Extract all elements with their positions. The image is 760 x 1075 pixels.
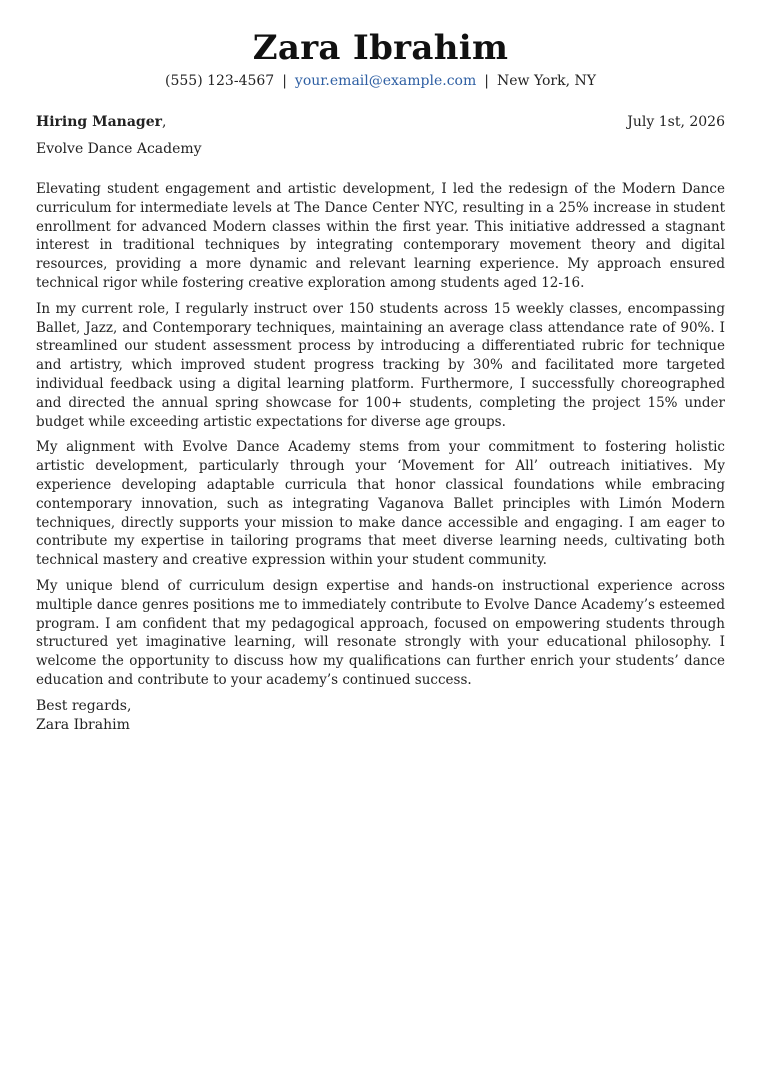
phone-number: (555) 123-4567: [165, 73, 275, 89]
recipient-name: Hiring Manager: [36, 114, 162, 130]
recipient-organization: Evolve Dance Academy: [36, 141, 202, 157]
recipient-salutation: [36, 113, 166, 131]
body-paragraph: Elevating student engagement and artistic development, I led the redesign of the Modern Dance curriculum for intermediate levels at The Dance Center NYC, resulting in a 25% increase in student enrollment for advanced Modern classes within the first year. This initiative addressed a stagnant interest in traditional techniques by integrating contemporary movement theory and digital resources, providing a more dynamic and relevant learning experience. My approach ensured technical rigor while fostering creative exploration among students aged 12-16.: [36, 181, 725, 291]
body-paragraph: My alignment with Evolve Dance Academy stems from your commitment to fostering holistic artistic development, particularly through your ‘Movement for All’ outreach initiatives. My experience developing adaptable curricula that honor classical foundations while embracing contemporary innovation, such as integrating Vaganova Ballet principles with Limón Modern techniques, directly supports your mission to make dance accessible and engaging. I am eager to contribute my expertise in tailoring programs that meet diverse learning needs, cultivating both technical mastery and creative expression within your student community.: [36, 439, 725, 569]
recipient-row: [36, 113, 725, 131]
contact-line: [36, 72, 725, 90]
signature-name: Zara Ibrahim: [36, 716, 130, 733]
recipient-name-suffix: ,: [161, 114, 167, 130]
contact-separator: |: [282, 73, 287, 89]
letter-body: [36, 180, 725, 690]
body-paragraph: In my current role, I regularly instruct over 150 students across 15 weekly classes, encompassing Ballet, Jazz, and Contemporary techniques, maintaining an average class attendance rate of 90%. I streamlined our student assessment process by introducing a differentiated rubric for technique and artistry, which improved student progress tracking by 30% and facilitated more targeted individual feedback using a digital learning platform. Furthermore, I successfully choreographed and directed the annual spring showcase for 100+ students, completing the project 15% under budget while exceeding artistic expectations for diverse age groups.: [36, 300, 725, 430]
applicant-name: Zara Ibrahim: [252, 28, 509, 68]
letter-date: July 1st, 2026: [627, 114, 725, 130]
body-paragraph: My unique blend of curriculum design expertise and hands-on instructional experience across multiple dance genres positions me to immediately contribute to Evolve Dance Academy’s esteemed program. I am confident that my pedagogical approach, focused on empowering students through structured yet imaginative learning, will resonate strongly with your educational philosophy. I welcome the opportunity to discuss how my qualifications can further enrich your students’ dance education and contribute to your academy’s continued success.: [36, 577, 725, 688]
closing-salutation: Best regards,: [36, 697, 132, 714]
email-link[interactable]: your.email@example.com: [294, 73, 477, 89]
location: New York, NY: [496, 73, 596, 89]
cover-letter: [36, 0, 725, 735]
contact-separator: |: [484, 73, 489, 89]
